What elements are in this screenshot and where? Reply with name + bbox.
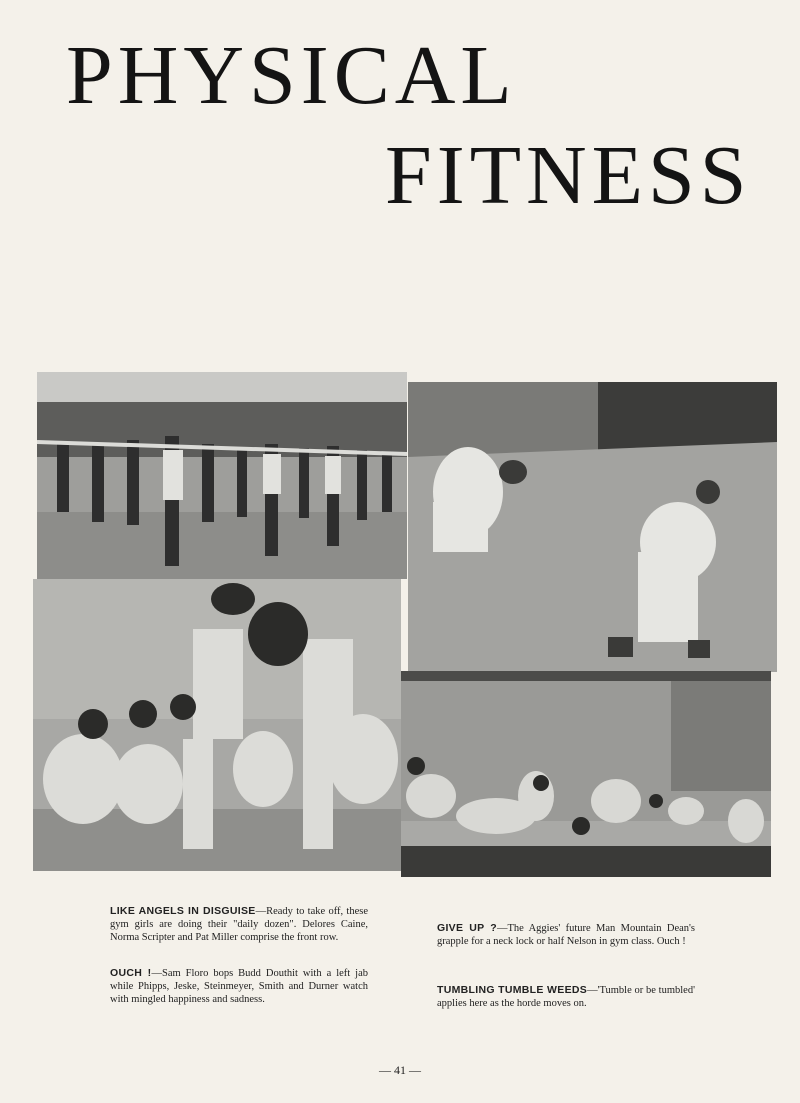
caption-heading: GIVE UP ? bbox=[437, 922, 497, 934]
page-number: — 41 — bbox=[379, 1063, 421, 1077]
caption-tumbling: TUMBLING TUMBLE WEEDS—'Tumble or be tumbled' applies here as the horde moves on. bbox=[437, 984, 695, 1009]
photo-wrestling bbox=[408, 382, 777, 672]
caption-text: The Aggies' future Man Mountain Dean's grapple for a neck lock or half Nelson in gym class. Ouch ! bbox=[437, 923, 696, 947]
page-title-line-1: PHYSICAL bbox=[66, 29, 517, 122]
caption-angels: LIKE ANGELS IN DISGUISE—Ready to take off, these gym girls are doing their "daily dozen". Delores Caine, Norma Scripter and Pat Miller comprise the front row. bbox=[110, 905, 368, 943]
caption-heading: TUMBLING TUMBLE WEEDS bbox=[437, 984, 588, 996]
caption-text: Ready to take off, these gym girls are doing their "daily dozen". Delores Caine, Norma Scripter and Pat Miller comprise the front row. bbox=[110, 906, 368, 943]
photo-tumbling bbox=[401, 671, 771, 877]
caption-heading: OUCH ! bbox=[110, 967, 152, 979]
photo-calisthenics bbox=[37, 372, 407, 579]
caption-text: 'Tumble or be tumbled' applies here as the horde moves on. bbox=[437, 985, 695, 1009]
page-title-line-2: FITNESS bbox=[385, 129, 752, 222]
caption-text: Sam Floro bops Budd Douthit with a left jab while Phipps, Jeske, Steinmeyer, Smith and Durner watch with mingled happiness and sadness. bbox=[110, 968, 368, 1005]
photo-boxing bbox=[33, 579, 401, 871]
caption-heading: LIKE ANGELS IN DISGUISE bbox=[110, 905, 256, 917]
caption-give-up: GIVE UP ?—The Aggies' future Man Mountain Dean's grapple for a neck lock or half Nelson in gym class. Ouch ! bbox=[437, 922, 696, 947]
caption-ouch: OUCH !—Sam Floro bops Budd Douthit with a left jab while Phipps, Jeske, Steinmeyer, Smith and Durner watch with mingled happiness and sadness. bbox=[110, 967, 368, 1005]
